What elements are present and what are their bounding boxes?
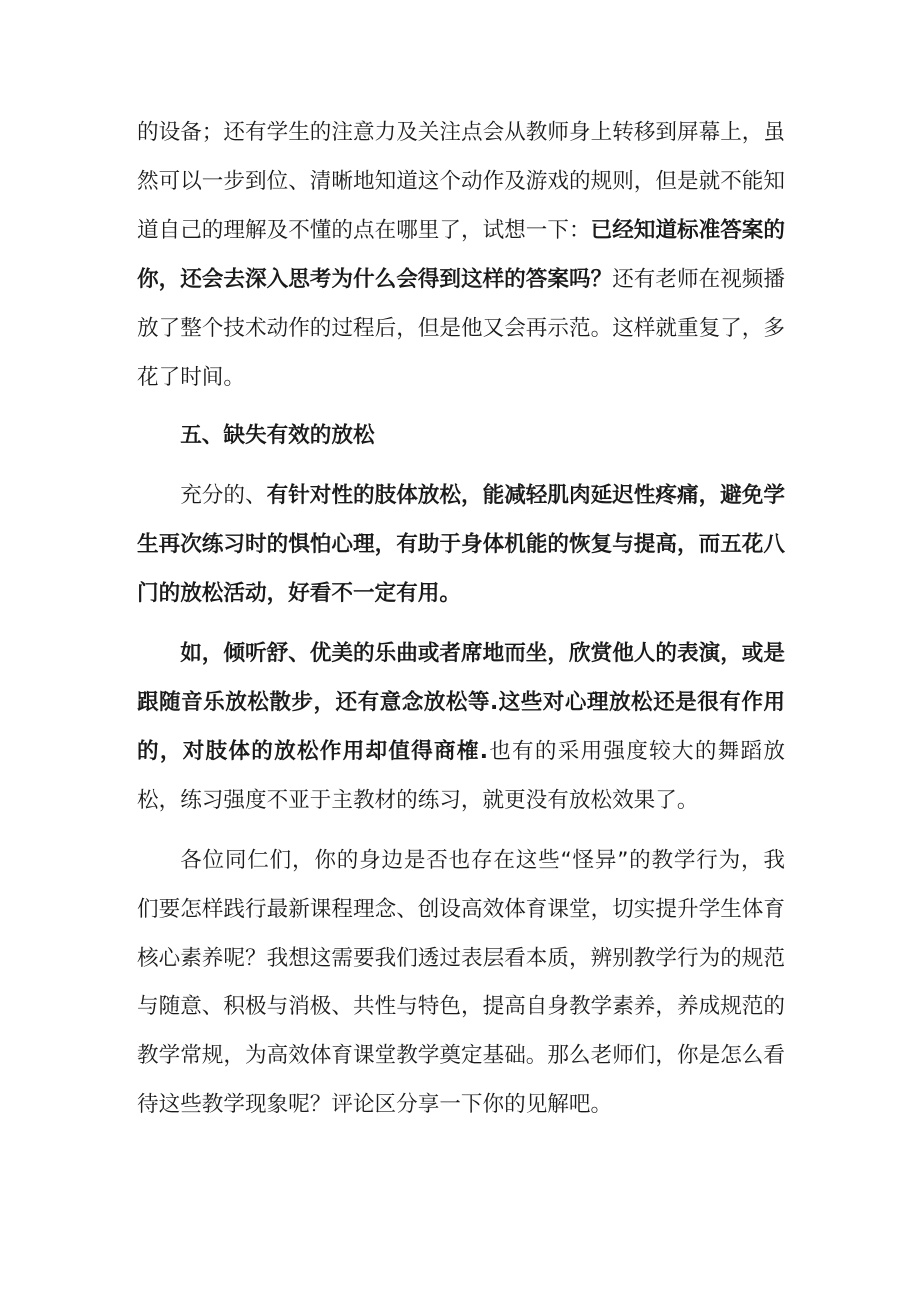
document-body	[137, 109, 785, 1130]
bold-statement: 如，倾听舒、优美的乐曲或者席地而坐，欣赏他人的表演，或是跟随音乐放松散步，还有意念放松等.这些对心理放松还是很有作用的，对肢体的放松作用却值得商榷.	[137, 641, 785, 764]
paragraph-text: 也有的采用强度较大的舞蹈放松，练习强度不亚于主教材的练习，就更没有放松效果了。	[137, 738, 785, 813]
bold-statement: 有针对性的肢体放松，能减轻肌肉延迟性疼痛，避免学生再次练习时的惧怕心理，有助于身体机能的恢复与提高，而五花八门的放松活动，好看不一定有用。	[137, 483, 785, 607]
paragraph-examples	[137, 630, 785, 826]
section-heading-5: 五、缺失有效的放松	[180, 423, 375, 449]
paragraph-conclusion	[137, 837, 785, 1130]
paragraph-relaxation	[137, 472, 785, 619]
paragraph-text: 的设备；还有学生的注意力及关注点会从教师身上转移到屏幕上，虽然可以一步到位、清晰地知道这个动作及游戏的规则，但是就不能知道自己的理解及不懂的点在哪里了，试想一下：	[137, 120, 785, 243]
paragraph-text: 充分的、	[180, 483, 267, 509]
paragraph-devices	[137, 109, 785, 402]
paragraph-text: 还有老师在视频播放了整个技术动作的过程后，但是他又会再示范。这样就重复了，多花了时间。	[137, 266, 785, 390]
bold-question: 已经知道标准答案的你，还会去深入思考为什么会得到这样的答案吗？	[137, 217, 785, 292]
paragraph-text: 各位同仁们，你的身边是否也存在这些“怪异”的教学行为，我们要怎样践行最新课程理念、创设高效体育课堂，切实提升学生体育核心素养呢？我想这需要我们透过表层看本质，辨别教学行为的规范与随意、积极与消极、共性与特色，提高自身教学素养，养成规范的教学常规，为高效体育课堂教学奠定基础。那么老师们，你是怎么看待这些教学现象呢？评论区分享一下你的见解吧。	[137, 847, 785, 1118]
